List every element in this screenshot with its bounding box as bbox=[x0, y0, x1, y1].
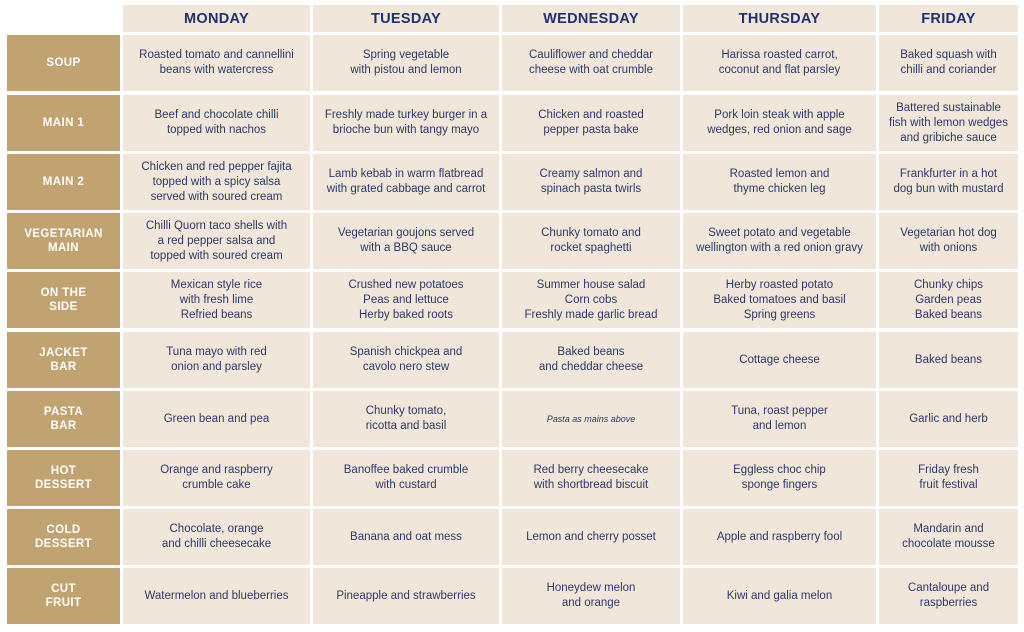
menu-cell-cut-fruit-wednesday bbox=[502, 568, 680, 624]
menu-cell-on-the-side-tuesday bbox=[313, 272, 499, 328]
menu-cell-on-the-side-friday-text: Chunky chips Garden peas Baked beans bbox=[913, 278, 984, 321]
row-label-main-2 bbox=[7, 154, 120, 210]
menu-cell-pasta-bar-wednesday-text: Pasta as mains above bbox=[546, 413, 636, 424]
menu-cell-pasta-bar-monday-text: Green bean and pea bbox=[163, 412, 270, 425]
menu-cell-jacket-bar-tuesday-text: Spanish chickpea and cavolo nero stew bbox=[349, 346, 463, 373]
menu-cell-vegetarian-main-friday bbox=[879, 213, 1018, 269]
menu-cell-hot-dessert-tuesday-text: Banoffee baked crumble with custard bbox=[343, 464, 469, 491]
menu-cell-main-2-friday-text: Frankfurter in a hot dog bun with mustard bbox=[893, 168, 1004, 195]
row-label-hot-dessert bbox=[7, 450, 120, 506]
menu-cell-on-the-side-wednesday-text: Summer house salad Corn cobs Freshly made garlic bread bbox=[524, 278, 658, 321]
menu-cell-jacket-bar-tuesday bbox=[313, 332, 499, 388]
day-header-wednesday bbox=[502, 5, 680, 32]
day-header-tuesday bbox=[313, 5, 499, 32]
menu-cell-main-1-wednesday bbox=[502, 95, 680, 151]
menu-cell-hot-dessert-tuesday bbox=[313, 450, 499, 506]
menu-cell-cold-dessert-tuesday-text: Banana and oat mess bbox=[350, 530, 462, 543]
menu-cell-main-2-wednesday bbox=[502, 154, 680, 210]
menu-cell-cold-dessert-monday-text: Chocolate, orange and chilli cheesecake bbox=[161, 523, 272, 550]
row-label-cold-dessert-text: COLD DESSERT bbox=[34, 524, 93, 550]
menu-cell-soup-tuesday bbox=[313, 35, 499, 91]
menu-cell-on-the-side-wednesday bbox=[502, 272, 680, 328]
row-label-soup-text: SOUP bbox=[46, 57, 81, 69]
row-label-on-the-side-text: ON THE SIDE bbox=[40, 287, 87, 313]
menu-cell-soup-monday-text: Roasted tomato and cannellini beans with watercress bbox=[139, 49, 294, 76]
menu-cell-main-1-tuesday bbox=[313, 95, 499, 151]
row-label-cut-fruit-text: CUT FRUIT bbox=[45, 583, 82, 609]
menu-cell-cut-fruit-monday-text: Watermelon and blueberries bbox=[144, 589, 289, 602]
menu-cell-main-1-friday-text: Battered sustainable fish with lemon wedges and gribiche sauce bbox=[889, 101, 1008, 144]
menu-cell-jacket-bar-wednesday bbox=[502, 332, 680, 388]
menu-cell-cold-dessert-friday bbox=[879, 509, 1018, 565]
menu-cell-on-the-side-monday bbox=[123, 272, 310, 328]
menu-cell-on-the-side-monday-text: Mexican style rice with fresh lime Refried beans bbox=[170, 278, 263, 321]
menu-cell-on-the-side-thursday-text: Herby roasted potato Baked tomatoes and basil Spring greens bbox=[713, 278, 846, 321]
menu-cell-main-1-tuesday-text: Freshly made turkey burger in a brioche bun with tangy mayo bbox=[324, 109, 488, 136]
menu-cell-soup-thursday-text: Harissa roasted carrot, coconut and flat parsley bbox=[718, 49, 841, 76]
menu-cell-main-1-wednesday-text: Chicken and roasted pepper pasta bake bbox=[538, 109, 644, 136]
menu-cell-main-2-tuesday-text: Lamb kebab in warm flatbread with grated cabbage and carrot bbox=[326, 168, 486, 195]
menu-cell-jacket-bar-thursday bbox=[683, 332, 876, 388]
menu-cell-vegetarian-main-thursday bbox=[683, 213, 876, 269]
menu-cell-soup-tuesday-text: Spring vegetable with pistou and lemon bbox=[350, 49, 462, 76]
menu-cell-jacket-bar-friday bbox=[879, 332, 1018, 388]
menu-cell-on-the-side-thursday bbox=[683, 272, 876, 328]
menu-cell-pasta-bar-thursday-text: Tuna, roast pepper and lemon bbox=[731, 405, 828, 432]
row-label-vegetarian-main-text: VEGETARIAN MAIN bbox=[24, 228, 103, 254]
menu-cell-pasta-bar-thursday bbox=[683, 391, 876, 447]
menu-cell-main-2-thursday bbox=[683, 154, 876, 210]
menu-cell-cut-fruit-thursday bbox=[683, 568, 876, 624]
menu-cell-soup-monday bbox=[123, 35, 310, 91]
menu-cell-cut-fruit-friday bbox=[879, 568, 1018, 624]
menu-cell-vegetarian-main-monday-text: Chilli Quorn taco shells with a red pepper salsa and topped with soured cream bbox=[145, 219, 288, 262]
menu-cell-main-2-wednesday-text: Creamy salmon and spinach pasta twirls bbox=[539, 168, 643, 195]
menu-cell-main-2-monday bbox=[123, 154, 310, 210]
menu-cell-vegetarian-main-monday bbox=[123, 213, 310, 269]
row-label-on-the-side bbox=[7, 272, 120, 328]
menu-cell-on-the-side-tuesday-text: Crushed new potatoes Peas and lettuce Herby baked roots bbox=[348, 278, 464, 321]
row-label-hot-dessert-text: HOT DESSERT bbox=[34, 465, 93, 491]
day-header-wednesday-text: WEDNESDAY bbox=[543, 10, 639, 27]
menu-cell-cold-dessert-tuesday bbox=[313, 509, 499, 565]
menu-cell-cold-dessert-thursday-text: Apple and raspberry fool bbox=[716, 530, 843, 543]
menu-cell-pasta-bar-tuesday-text: Chunky tomato, ricotta and basil bbox=[365, 405, 447, 432]
menu-cell-cut-fruit-tuesday-text: Pineapple and strawberries bbox=[336, 589, 476, 602]
menu-cell-vegetarian-main-friday-text: Vegetarian hot dog with onions bbox=[900, 227, 997, 254]
row-label-main-2-text: MAIN 2 bbox=[42, 176, 85, 188]
menu-cell-cold-dessert-wednesday-text: Lemon and cherry posset bbox=[526, 530, 656, 543]
day-header-thursday bbox=[683, 5, 876, 32]
menu-cell-vegetarian-main-tuesday bbox=[313, 213, 499, 269]
menu-cell-soup-thursday bbox=[683, 35, 876, 91]
menu-cell-hot-dessert-friday bbox=[879, 450, 1018, 506]
menu-cell-main-1-monday-text: Beef and chocolate chilli topped with nachos bbox=[154, 109, 279, 136]
menu-cell-cut-fruit-wednesday-text: Honeydew melon and orange bbox=[546, 582, 636, 609]
menu-cell-jacket-bar-friday-text: Baked beans bbox=[914, 353, 983, 366]
menu-cell-hot-dessert-thursday bbox=[683, 450, 876, 506]
menu-cell-soup-friday-text: Baked squash with chilli and coriander bbox=[900, 49, 997, 76]
day-header-friday bbox=[879, 5, 1018, 32]
menu-cell-main-1-friday bbox=[879, 95, 1018, 151]
menu-cell-main-2-monday-text: Chicken and red pepper fajita topped with a spicy salsa served with soured cream bbox=[141, 160, 292, 203]
menu-cell-pasta-bar-wednesday bbox=[502, 391, 680, 447]
menu-cell-pasta-bar-monday bbox=[123, 391, 310, 447]
menu-cell-cold-dessert-monday bbox=[123, 509, 310, 565]
row-label-main-1-text: MAIN 1 bbox=[42, 117, 85, 129]
day-header-thursday-text: THURSDAY bbox=[738, 10, 821, 27]
menu-cell-main-2-tuesday bbox=[313, 154, 499, 210]
menu-cell-soup-friday bbox=[879, 35, 1018, 91]
menu-cell-main-2-friday bbox=[879, 154, 1018, 210]
day-header-tuesday-text: TUESDAY bbox=[370, 10, 442, 27]
menu-cell-cut-fruit-friday-text: Cantaloupe and raspberries bbox=[907, 582, 990, 609]
menu-cell-soup-wednesday-text: Cauliflower and cheddar cheese with oat crumble bbox=[528, 49, 654, 76]
day-header-monday-text: MONDAY bbox=[184, 10, 249, 27]
menu-cell-cold-dessert-thursday bbox=[683, 509, 876, 565]
menu-cell-hot-dessert-monday bbox=[123, 450, 310, 506]
menu-cell-jacket-bar-wednesday-text: Baked beans and cheddar cheese bbox=[538, 346, 644, 373]
menu-cell-jacket-bar-monday-text: Tuna mayo with red onion and parsley bbox=[166, 346, 267, 373]
menu-cell-pasta-bar-friday bbox=[879, 391, 1018, 447]
menu-cell-jacket-bar-thursday-text: Cottage cheese bbox=[739, 353, 820, 366]
menu-cell-main-1-monday bbox=[123, 95, 310, 151]
row-label-cold-dessert bbox=[7, 509, 120, 565]
menu-cell-vegetarian-main-tuesday-text: Vegetarian goujons served with a BBQ sauce bbox=[337, 227, 475, 254]
row-label-pasta-bar-text: PASTA BAR bbox=[43, 406, 84, 432]
menu-cell-pasta-bar-friday-text: Garlic and herb bbox=[909, 412, 988, 425]
row-label-cut-fruit bbox=[7, 568, 120, 624]
menu-cell-pasta-bar-tuesday bbox=[313, 391, 499, 447]
menu-cell-main-2-thursday-text: Roasted lemon and thyme chicken leg bbox=[729, 168, 830, 195]
menu-cell-vegetarian-main-wednesday-text: Chunky tomato and rocket spaghetti bbox=[541, 227, 641, 254]
menu-cell-main-1-thursday-text: Pork loin steak with apple wedges, red onion and sage bbox=[707, 109, 852, 136]
menu-cell-main-1-thursday bbox=[683, 95, 876, 151]
menu-cell-on-the-side-friday bbox=[879, 272, 1018, 328]
menu-cell-hot-dessert-friday-text: Friday fresh fruit festival bbox=[918, 464, 979, 491]
menu-cell-cold-dessert-wednesday bbox=[502, 509, 680, 565]
menu-cell-soup-wednesday bbox=[502, 35, 680, 91]
menu-cell-vegetarian-main-thursday-text: Sweet potato and vegetable wellington with a red onion gravy bbox=[696, 227, 863, 254]
menu-cell-hot-dessert-wednesday-text: Red berry cheesecake with shortbread biscuit bbox=[533, 464, 649, 491]
menu-cell-hot-dessert-thursday-text: Eggless choc chip sponge fingers bbox=[733, 464, 826, 491]
menu-cell-hot-dessert-wednesday bbox=[502, 450, 680, 506]
menu-cell-hot-dessert-monday-text: Orange and raspberry crumble cake bbox=[160, 464, 273, 491]
row-label-jacket-bar-text: JACKET BAR bbox=[39, 347, 88, 373]
day-header-friday-text: FRIDAY bbox=[921, 10, 976, 27]
menu-cell-vegetarian-main-wednesday bbox=[502, 213, 680, 269]
row-label-jacket-bar bbox=[7, 332, 120, 388]
row-label-pasta-bar bbox=[7, 391, 120, 447]
row-label-main-1 bbox=[7, 95, 120, 151]
menu-cell-cut-fruit-monday bbox=[123, 568, 310, 624]
menu-cell-jacket-bar-monday bbox=[123, 332, 310, 388]
menu-cell-cut-fruit-thursday-text: Kiwi and galia melon bbox=[726, 589, 833, 602]
day-header-monday bbox=[123, 5, 310, 32]
menu-cell-cut-fruit-tuesday bbox=[313, 568, 499, 624]
menu-cell-cold-dessert-friday-text: Mandarin and chocolate mousse bbox=[902, 523, 995, 550]
row-label-soup bbox=[7, 35, 120, 91]
row-label-vegetarian-main bbox=[7, 213, 120, 269]
